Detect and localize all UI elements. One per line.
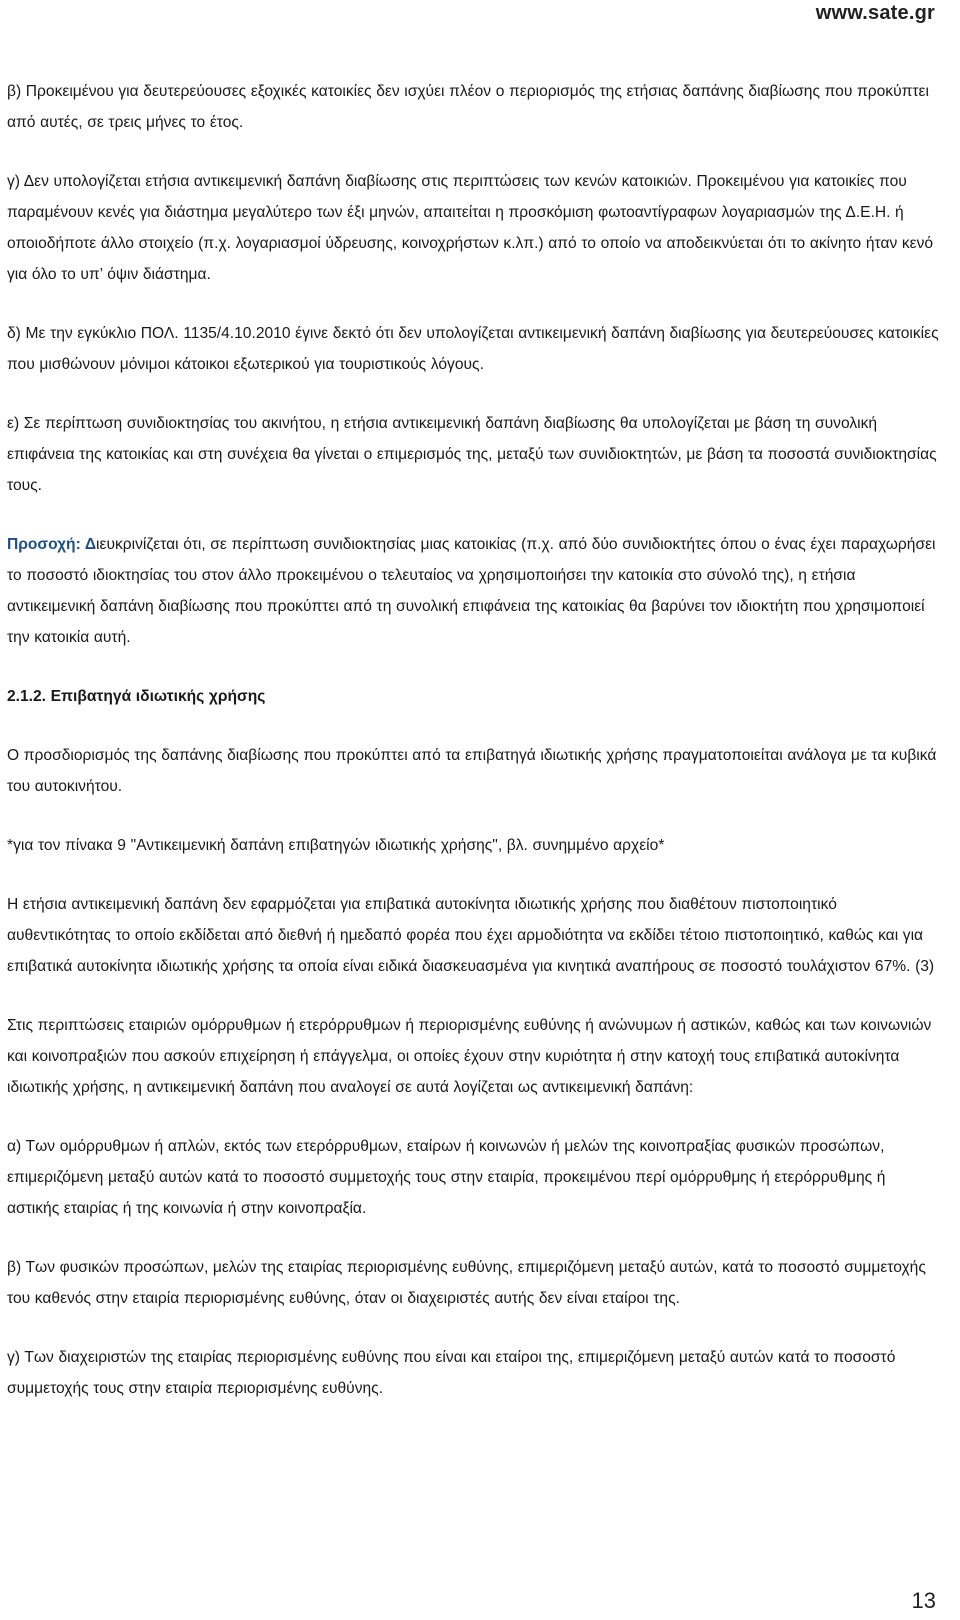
attention-label-tail: Δ [80, 536, 97, 553]
paragraph-b-secondary-homes: β) Προκειμένου για δευτερεύουσες εξοχικές κατοικίες δεν ισχύει πλέον ο περιορισμός της ετήσιας δαπάνης διαβίωσης που προκύπτει από αυτές, σε τρεις μήνες το έτος. [7, 83, 929, 131]
paragraph-a-partners: α) Των ομόρρυθμων ή απλών, εκτός των ετερόρρυθμων, εταίρων ή κοινωνών ή μελών της κοινοπραξίας φυσικών προσώπων, επιμεριζόμενη μεταξύ αυτών κατά το ποσοστό συμμετοχής τους στην εταιρία, προκειμένου περί ομόρρυθμης ή ετερόρρυθμης ή αστικής εταιρίας ή της κοινωνία ή στην κοινοπραξία. [7, 1138, 886, 1217]
paragraph-e-co-ownership: ε) Σε περίπτωση συνιδιοκτησίας του ακινήτου, η ετήσια αντικειμενική δαπάνη διαβίωσης θα υπολογίζεται με βάση τη συνολική επιφάνεια της κατοικίας και στη συνέχεια θα γίνεται ο επιμερισμός της, μεταξύ των συνιδιοκτητών, με βάση τα ποσοστά συνιδιοκτησίας τους. [7, 415, 937, 494]
site-url: www.sate.gr [815, 2, 935, 24]
paragraph-table-reference: *για τον πίνακα 9 "Αντικειμενική δαπάνη επιβατηγών ιδιωτικής χρήσης", βλ. συνημμένο αρχείο* [7, 837, 665, 854]
document-body [7, 76, 939, 1404]
paragraph-vehicle-intro: Ο προσδιορισμός της δαπάνης διαβίωσης που προκύπτει από τα επιβατηγά ιδιωτικής χρήσης πραγματοποιείται ανάλογα με τα κυβικά του αυτοκινήτου. [7, 747, 937, 795]
attention-text: ιευκρινίζεται ότι, σε περίπτωση συνιδιοκτησίας μιας κατοικίας (π.χ. από δύο συνιδιοκτήτες όπου ο ένας έχει παραχωρήσει το ποσοστό ιδιοκτησίας του στον άλλο προκειμένου ο τελευταίος να χρησιμοποιήσει την κατοικία στο σύνολό της), η ετήσια αντικειμενική δαπάνη διαβίωσης που προκύπτει από τη συνολική επιφάνεια της κατοικίας θα βαρύνει τον ιδιοκτήτη που χρησιμοποιεί την κατοικία αυτή. [7, 536, 936, 646]
paragraph-c-empty-homes: γ) Δεν υπολογίζεται ετήσια αντικειμενική δαπάνη διαβίωσης στις περιπτώσεις των κενών κατοικιών. Προκειμένου για κατοικίες που παραμένουν κενές για διάστημα μεγαλύτερο των έξι μηνών, απαιτείται η προσκόμιση φωτοαντίγραφων λογαριασμών της Δ.Ε.Η. ή οποιοδήποτε άλλο στοιχείο (π.χ. λογαριασμοί ύδρευσης, κοινοχρήστων κ.λπ.) από το οποίο να αποδεικνύεται ότι το ακίνητο ήταν κενό για όλο το υπ’ όψιν διάστημα. [7, 173, 934, 283]
paragraph-c-ltd-managers: γ) Των διαχειριστών της εταιρίας περιορισμένης ευθύνης που είναι και εταίροι της, επιμεριζόμενη μεταξύ αυτών κατά το ποσοστό συμμετοχής τους στην εταιρία περιορισμένης ευθύνης. [7, 1349, 896, 1397]
paragraph-attention [7, 529, 939, 653]
paragraph-exemption: Η ετήσια αντικειμενική δαπάνη δεν εφαρμόζεται για επιβατικά αυτοκίνητα ιδιωτικής χρήσης που διαθέτουν πιστοποιητικό αυθεντικότητας το οποίο εκδίδεται από διεθνή ή ημεδαπό φορέα που έχει αρμοδιότητα να εκδίδει τέτοιο πιστοποιητικό, καθώς και για επιβατικά αυτοκίνητα ιδιωτικής χρήσης τα οποία είναι ειδικά διασκευασμένα για κινητικά αναπήρους σε ποσοστό τουλάχιστον 67%. (3) [7, 896, 935, 975]
page-number: 13 [911, 1588, 936, 1613]
section-heading: 2.1.2. Επιβατηγά ιδιωτικής χρήσης [7, 688, 266, 705]
paragraph-b-ltd-members: β) Των φυσικών προσώπων, μελών της εταιρίας περιορισμένης ευθύνης, επιμεριζόμενη μεταξύ αυτών, κατά το ποσοστό συμμετοχής του καθενός στην εταιρία περιορισμένης ευθύνης, όταν οι διαχειριστές αυτής δεν είναι εταίροι της. [7, 1259, 926, 1307]
paragraph-companies: Στις περιπτώσεις εταιριών ομόρρυθμων ή ετερόρρυθμων ή περιορισμένης ευθύνης ή ανώνυμων ή αστικών, καθώς και των κοινωνιών και κοινοπραξιών που ασκούν επιχείρηση ή επάγγελμα, οι οποίες έχουν στην κυριότητα ή στην κατοχή τους επιβατικά αυτοκίνητα ιδιωτικής χρήσης, η αντικειμενική δαπάνη που αναλογεί σε αυτά λογίζεται ως αντικειμενική δαπάνη: [7, 1017, 932, 1096]
paragraph-d-pol-circular: δ) Με την εγκύκλιο ΠΟΛ. 1135/4.10.2010 έγινε δεκτό ότι δεν υπολογίζεται αντικειμενική δαπάνη διαβίωσης για δευτερεύουσες κατοικίες που μισθώνουν μόνιμοι κάτοικοι εξωτερικού για τουριστικούς λόγους. [7, 325, 939, 373]
attention-label: Προσοχή: [7, 536, 81, 553]
